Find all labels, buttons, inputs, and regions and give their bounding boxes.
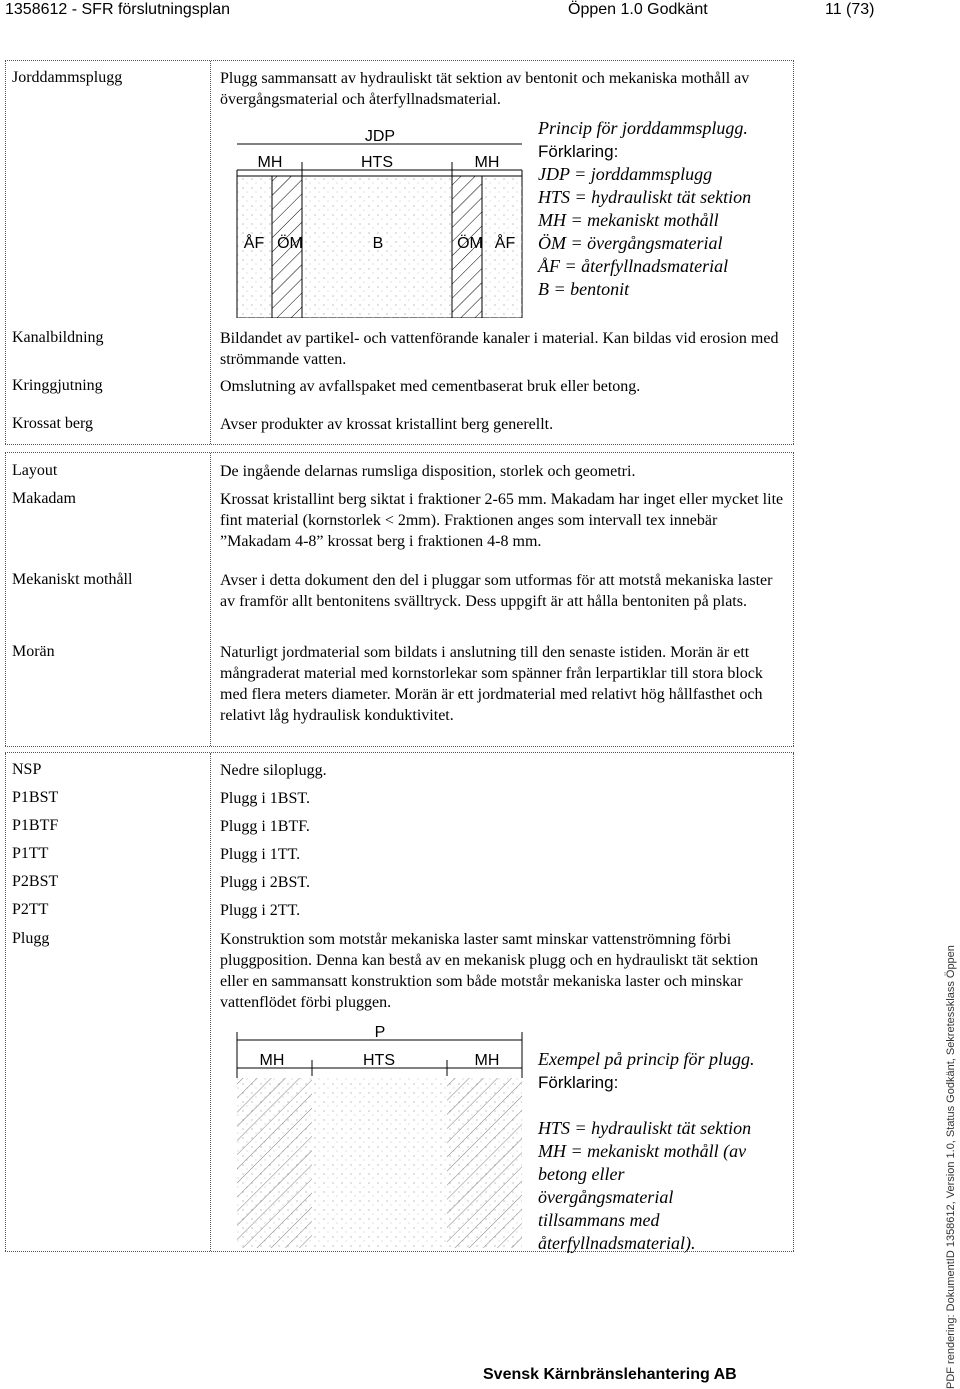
- def-p1btf: Plugg i 1BTF.: [220, 818, 310, 835]
- term-plugg: Plugg: [12, 930, 50, 947]
- label-af-left: ÅF: [243, 235, 265, 252]
- page-number: 11 (73): [825, 1, 875, 18]
- label-jdp: JDP: [364, 128, 396, 145]
- label-hts: HTS: [361, 154, 393, 171]
- def-p2bst: Plugg i 2BST.: [220, 874, 310, 891]
- label-mh-left: MH: [257, 154, 283, 171]
- def-kringgjutning: Omslutning av avfallspaket med cementbaserat bruk eller betong.: [220, 378, 641, 395]
- jorddammsplugg-diagram: [232, 122, 532, 318]
- legend1-line: ÅF = återfyllnadsmaterial: [538, 256, 729, 276]
- def-kanalbildning: Bildandet av partikel- och vattenförande kanaler i material. Kan bildas vid erosion med strömmande vatten.: [220, 330, 779, 368]
- pdf-rendering-note: PDF rendering: DokumentID 1358612, Version 1.0, Status Godkänt, Sekretessklass Öppen: [945, 945, 957, 1389]
- term-p2bst: P2BST: [12, 873, 59, 890]
- label-om-left: ÖM: [277, 235, 303, 252]
- term-kringgjutning: Kringgjutning: [12, 377, 103, 394]
- def-moran: Naturligt jordmaterial som bildats i anslutning till den senaste istiden. Morän är ett mångraderat material med kornstorlekar som spänner från lerpartiklar till stora block med flera meters diameter. Morän är ett jordmaterial med relativt hög hållfasthet och relativt låg hydraulisk konduktivitet.: [220, 644, 763, 724]
- term-p1bst: P1BST: [12, 789, 59, 806]
- label-b: B: [372, 235, 384, 252]
- def-layout: De ingående delarnas rumsliga disposition, storlek och geometri.: [220, 463, 636, 480]
- def-makadam: Krossat kristallint berg siktat i fraktioner 2-65 mm. Makadam har inget eller mycket lite fint material (kornstorlek < 2mm). Fraktionen anges som intervall tex innebär ”Makadam 4-8” krossat berg i fraktionen 4-8 mm.: [220, 491, 784, 550]
- legend1-line: MH = mekaniskt mothåll: [538, 210, 719, 230]
- def-p1tt: Plugg i 1TT.: [220, 846, 301, 863]
- term-kanalbildning: Kanalbildning: [12, 329, 104, 346]
- label-af-right: ÅF: [494, 235, 516, 252]
- diagram2-legend: [538, 1048, 754, 1255]
- label-mh-right-2: MH: [474, 1052, 500, 1069]
- legend2-line: HTS = hydrauliskt tät sektion: [538, 1118, 752, 1138]
- def-mekaniskt-mothall: Avser i detta dokument den del i pluggar som utformas för att motstå mekaniska laster av framför allt bentonitens svälltryck. Dess uppgift är att hålla bentoniten på plats.: [220, 572, 773, 610]
- legend2-line: Förklaring:: [538, 1073, 619, 1092]
- label-mh-right: MH: [474, 154, 500, 171]
- legend1-line: B = bentonit: [538, 279, 630, 299]
- legend1-line: JDP = jorddammsplugg: [538, 164, 713, 184]
- legend2-line: MH = mekaniskt mothåll (av: [538, 1141, 747, 1161]
- document-title: 1358612 - SFR förslutningsplan: [5, 1, 231, 18]
- label-om-right: ÖM: [457, 235, 483, 252]
- diagram1-legend: [538, 117, 751, 301]
- def-nsp: Nedre siloplugg.: [220, 762, 327, 779]
- legend2-line: tillsammans med: [538, 1210, 660, 1230]
- legend1-line: ÖM = övergångsmaterial: [538, 233, 723, 253]
- def-plugg: Konstruktion som motstår mekaniska laster samt minskar vattenströmning förbi pluggposition. Denna kan bestå av en mekanisk plugg och en hydrauliskt tät sektion eller en sammansatt konstruktion som både motstår mekaniska laster och minskar vattenflödet förbi pluggen.: [220, 931, 759, 1011]
- document-status: Öppen 1.0 Godkänt: [568, 1, 708, 18]
- legend2-line: betong eller: [538, 1164, 625, 1184]
- term-moran: Morän: [12, 643, 55, 660]
- label-p: P: [374, 1024, 386, 1041]
- def-p2tt: Plugg i 2TT.: [220, 902, 301, 919]
- term-layout: Layout: [12, 462, 58, 479]
- def-jorddammsplugg: Plugg sammansatt av hydrauliskt tät sektion av bentonit och mekaniska mothåll av övergångsmaterial och återfyllnadsmaterial.: [220, 70, 750, 108]
- legend1-line: Förklaring:: [538, 142, 619, 161]
- term-p1btf: P1BTF: [12, 817, 59, 834]
- legend2-line: övergångsmaterial: [538, 1187, 674, 1207]
- def-p1bst: Plugg i 1BST.: [220, 790, 310, 807]
- term-jorddammsplugg: Jorddammsplugg: [12, 69, 123, 86]
- legend2-line: återfyllnadsmaterial).: [538, 1233, 696, 1253]
- legend2-line: [538, 1094, 754, 1117]
- legend2-line: Exempel på princip för plugg.: [538, 1049, 755, 1069]
- legend1-line: Princip för jorddammsplugg.: [538, 118, 748, 138]
- def-krossat-berg: Avser produkter av krossat kristallint berg generellt.: [220, 416, 554, 433]
- plugg-diagram: [232, 1018, 532, 1248]
- term-p1tt: P1TT: [12, 845, 49, 862]
- label-mh-left-2: MH: [259, 1052, 285, 1069]
- term-krossat-berg: Krossat berg: [12, 415, 94, 432]
- legend1-line: HTS = hydrauliskt tät sektion: [538, 187, 752, 207]
- term-p2tt: P2TT: [12, 901, 49, 918]
- label-hts-2: HTS: [363, 1052, 395, 1069]
- term-makadam: Makadam: [12, 490, 76, 507]
- footer-company: Svensk Kärnbränslehantering AB: [483, 1366, 737, 1383]
- term-mekaniskt-mothall: Mekaniskt mothåll: [12, 571, 133, 588]
- term-nsp: NSP: [12, 761, 42, 778]
